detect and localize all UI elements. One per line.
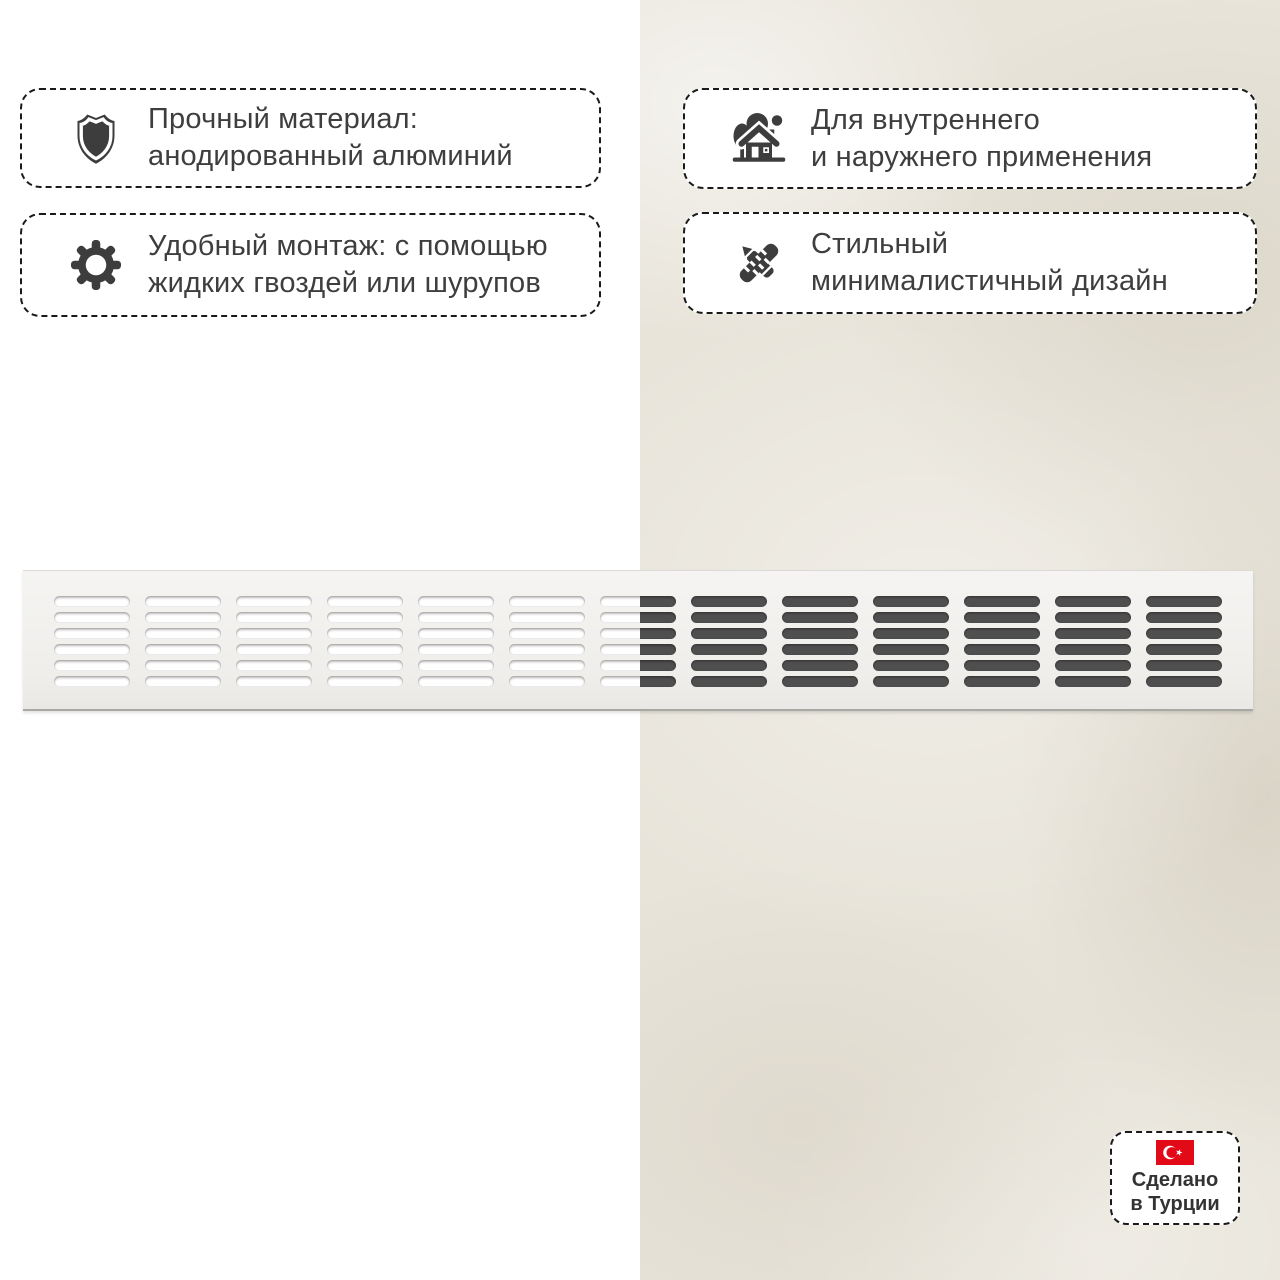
grille-slot <box>691 612 767 623</box>
grille-slot <box>873 596 949 607</box>
feature-card-design <box>683 212 1257 314</box>
grille-slot <box>145 644 221 655</box>
feature-text-material <box>148 101 513 175</box>
made-in-label: Сделано в Турции <box>1130 1169 1220 1215</box>
grille-slot <box>782 660 858 671</box>
grille-slot <box>145 612 221 623</box>
feature-line: минималистичный дизайн <box>811 265 1168 297</box>
house-tree-icon <box>729 107 789 171</box>
grille-slot <box>54 660 130 671</box>
grille-slot <box>236 676 312 687</box>
grille-slot <box>600 660 676 671</box>
grille-slot <box>1146 660 1222 671</box>
grille-slot <box>691 644 767 655</box>
grille-slot <box>782 644 858 655</box>
grille-slot <box>327 628 403 639</box>
grille-slot <box>600 628 676 639</box>
grille-slot <box>418 596 494 607</box>
grille-slot <box>1146 628 1222 639</box>
gear-icon <box>66 233 126 297</box>
grille-slot <box>236 628 312 639</box>
grille-slot <box>964 628 1040 639</box>
grille-slot <box>600 596 676 607</box>
grille-slot <box>418 644 494 655</box>
grille-slot <box>327 644 403 655</box>
grille-slot <box>54 644 130 655</box>
grille-slot <box>418 628 494 639</box>
grille-slot <box>1055 660 1131 671</box>
feature-text-mounting <box>148 228 548 302</box>
grille-slot <box>691 676 767 687</box>
made-in-badge <box>1110 1131 1240 1225</box>
grille-slot <box>691 628 767 639</box>
feature-line: Удобный монтаж: с помощью <box>148 230 548 262</box>
grille-slot <box>873 644 949 655</box>
grille-slot <box>236 644 312 655</box>
grille-slot <box>600 676 676 687</box>
grille-slot <box>327 596 403 607</box>
grille-slot <box>600 612 676 623</box>
grille-slot <box>418 612 494 623</box>
grille-slot <box>145 676 221 687</box>
grille-slot <box>236 660 312 671</box>
grille-slot <box>54 676 130 687</box>
grille-slot <box>418 660 494 671</box>
grille-slot <box>236 612 312 623</box>
grille-slot <box>327 660 403 671</box>
grille-slot <box>873 612 949 623</box>
grille-slot <box>327 676 403 687</box>
grille-slot <box>1146 676 1222 687</box>
grille-slot <box>1055 644 1131 655</box>
grille-slot <box>509 660 585 671</box>
grille-slot <box>782 612 858 623</box>
grille-slot <box>236 596 312 607</box>
grille-slot <box>600 644 676 655</box>
feature-card-material <box>20 88 601 188</box>
grille-slot <box>964 676 1040 687</box>
feature-line: жидких гвоздей или шурупов <box>148 267 541 299</box>
grille-slot <box>54 612 130 623</box>
grille-slot <box>964 596 1040 607</box>
grille-slot <box>873 628 949 639</box>
grille-slot <box>327 612 403 623</box>
grille-slot <box>1055 612 1131 623</box>
grille-slot <box>782 596 858 607</box>
grille-slot <box>1146 596 1222 607</box>
grille-slot <box>1055 596 1131 607</box>
feature-card-usage <box>683 88 1257 189</box>
grille-slot <box>509 596 585 607</box>
grille-slot <box>418 676 494 687</box>
pencil-ruler-icon <box>729 231 789 295</box>
grille-slot <box>1055 628 1131 639</box>
grille-slot <box>782 676 858 687</box>
grille-slot <box>145 596 221 607</box>
grille-slot <box>782 628 858 639</box>
grille-slot <box>509 644 585 655</box>
grille-slot <box>145 628 221 639</box>
grille-slot <box>691 660 767 671</box>
feature-line: Прочный материал: <box>148 103 419 135</box>
grille-slot <box>509 676 585 687</box>
grille-slot <box>873 660 949 671</box>
feature-text-usage <box>811 102 1152 176</box>
grille-slot <box>1055 676 1131 687</box>
grille-slot <box>54 628 130 639</box>
grille-slot <box>509 612 585 623</box>
grille-slot <box>145 660 221 671</box>
feature-card-mounting <box>20 213 601 317</box>
grille-slot <box>1146 644 1222 655</box>
turkey-flag-icon <box>1156 1140 1194 1165</box>
grille-slot <box>964 612 1040 623</box>
feature-line: Для внутреннего <box>811 103 1041 136</box>
grille-slot <box>873 676 949 687</box>
grille-slot <box>691 596 767 607</box>
grille-slot <box>964 660 1040 671</box>
shield-icon <box>66 106 126 170</box>
feature-line: анодированный алюминий <box>148 140 513 172</box>
grille-slot <box>54 596 130 607</box>
grille-slot <box>1146 612 1222 623</box>
grille-slot <box>964 644 1040 655</box>
feature-line: и наружнего применения <box>811 140 1153 173</box>
feature-text-design <box>811 226 1168 300</box>
grille-slot <box>509 628 585 639</box>
feature-line: Стильный <box>811 228 949 260</box>
ventilation-grille <box>23 570 1253 711</box>
